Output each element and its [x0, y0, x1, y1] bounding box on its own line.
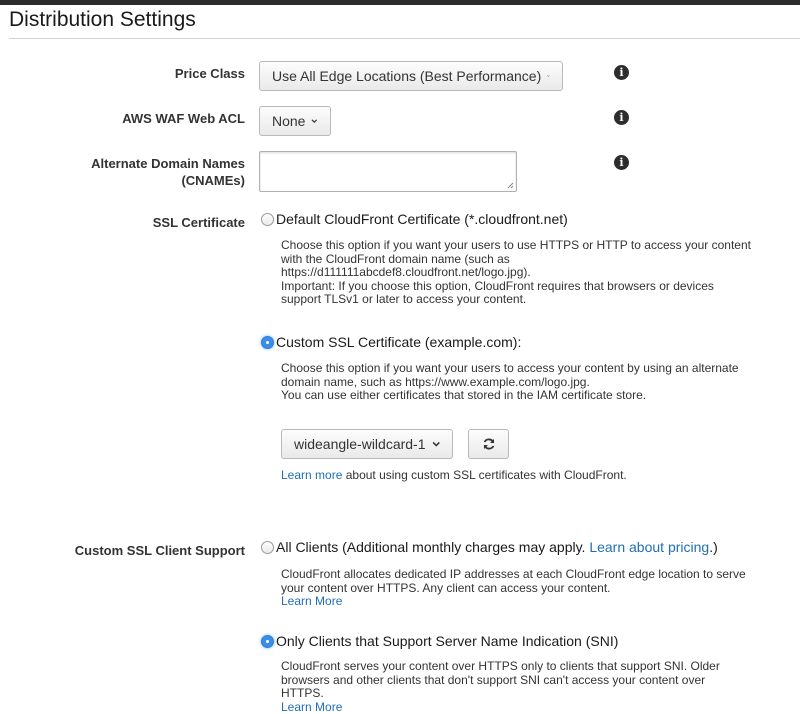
desc-line: You can use either certificates that stored in the IAM certificate store. [281, 388, 647, 403]
all-clients-suffix: .) [709, 539, 718, 555]
custom-certificate-radio[interactable] [261, 336, 274, 349]
all-clients-learn-more-link[interactable]: Learn More [281, 594, 343, 609]
desc-line: Important: If you choose this option, CloudFront requires that browsers or devices [281, 278, 714, 293]
desc-line: support TLSv1 or later to access your content. [281, 292, 527, 307]
all-clients-description [281, 568, 746, 609]
chevron-down-icon [311, 117, 318, 125]
desc-line: Choose this option if you want your users to access your content by using an alternate [281, 361, 739, 375]
desc-line: your content over HTTPS. Any client can access your content. [281, 580, 611, 595]
pricing-link[interactable]: Learn about pricing [589, 539, 710, 555]
sni-description [281, 660, 720, 714]
certificate-select[interactable] [281, 429, 453, 459]
sni-radio[interactable] [261, 635, 274, 648]
all-clients-label[interactable] [276, 539, 718, 555]
cnames-label [5, 155, 245, 189]
ssl-learn-more-text: about using custom SSL certificates with CloudFront. [345, 468, 627, 482]
top-bar [0, 0, 800, 5]
desc-line: https://d111111abcdef8.cloudfront.net/logo.jpg). [281, 265, 531, 280]
default-certificate-radio[interactable] [261, 213, 274, 226]
price-class-select[interactable] [259, 61, 563, 91]
all-clients-radio[interactable] [261, 541, 274, 554]
cnames-textarea[interactable] [259, 151, 517, 192]
ssl-certificate-label: SSL Certificate [152, 215, 245, 230]
waf-select[interactable] [259, 106, 331, 136]
default-certificate-label[interactable]: Default CloudFront Certificate (*.cloudfront.net) [276, 211, 568, 227]
info-icon[interactable]: i [614, 110, 629, 125]
ssl-learn-more-line [281, 469, 627, 483]
info-icon[interactable]: i [614, 155, 629, 170]
desc-line: with the CloudFront domain name (such as [281, 251, 510, 266]
ssl-learn-more-link[interactable]: Learn more [281, 468, 343, 482]
custom-certificate-label[interactable]: Custom SSL Certificate (example.com): [276, 334, 522, 350]
desc-line: CloudFront serves your content over HTTPS only to clients that support SNI. Older [281, 659, 720, 673]
waf-label: AWS WAF Web ACL [122, 111, 245, 126]
default-certificate-description [281, 239, 751, 307]
cnames-label-line2: (CNAMEs) [181, 173, 245, 188]
price-class-label: Price Class [174, 66, 245, 81]
chevron-down-icon [432, 440, 440, 448]
cnames-label-line1: Alternate Domain Names [91, 156, 245, 171]
desc-line: CloudFront allocates dedicated IP addresses at each CloudFront edge location to serve [281, 567, 746, 581]
price-class-value: Use All Edge Locations (Best Performance) [272, 68, 542, 84]
resize-grip-icon[interactable] [507, 182, 514, 189]
all-clients-text: All Clients (Additional monthly charges may apply. [276, 539, 586, 555]
info-icon[interactable]: i [614, 65, 629, 80]
custom-certificate-description [281, 362, 739, 403]
desc-line: Choose this option if you want your users to use HTTPS or HTTP to access your content [281, 238, 751, 252]
desc-line: domain name, such as https://www.example.com/logo.jpg. [281, 374, 590, 389]
sni-learn-more-link[interactable]: Learn More [281, 699, 343, 714]
title-divider [9, 38, 800, 39]
waf-value: None [272, 113, 306, 129]
page-title: Distribution Settings [9, 8, 196, 31]
refresh-icon [482, 437, 496, 451]
sni-label[interactable]: Only Clients that Support Server Name Indication (SNI) [276, 633, 619, 649]
desc-line: browsers and other clients that don't support SNI can't access your content over [281, 672, 706, 687]
client-support-label: Custom SSL Client Support [74, 543, 245, 558]
chevron-down-icon [547, 72, 550, 80]
certificate-value: wideangle-wildcard-1 [294, 436, 426, 452]
refresh-certificates-button[interactable] [468, 429, 509, 459]
desc-line: HTTPS. [281, 686, 324, 701]
